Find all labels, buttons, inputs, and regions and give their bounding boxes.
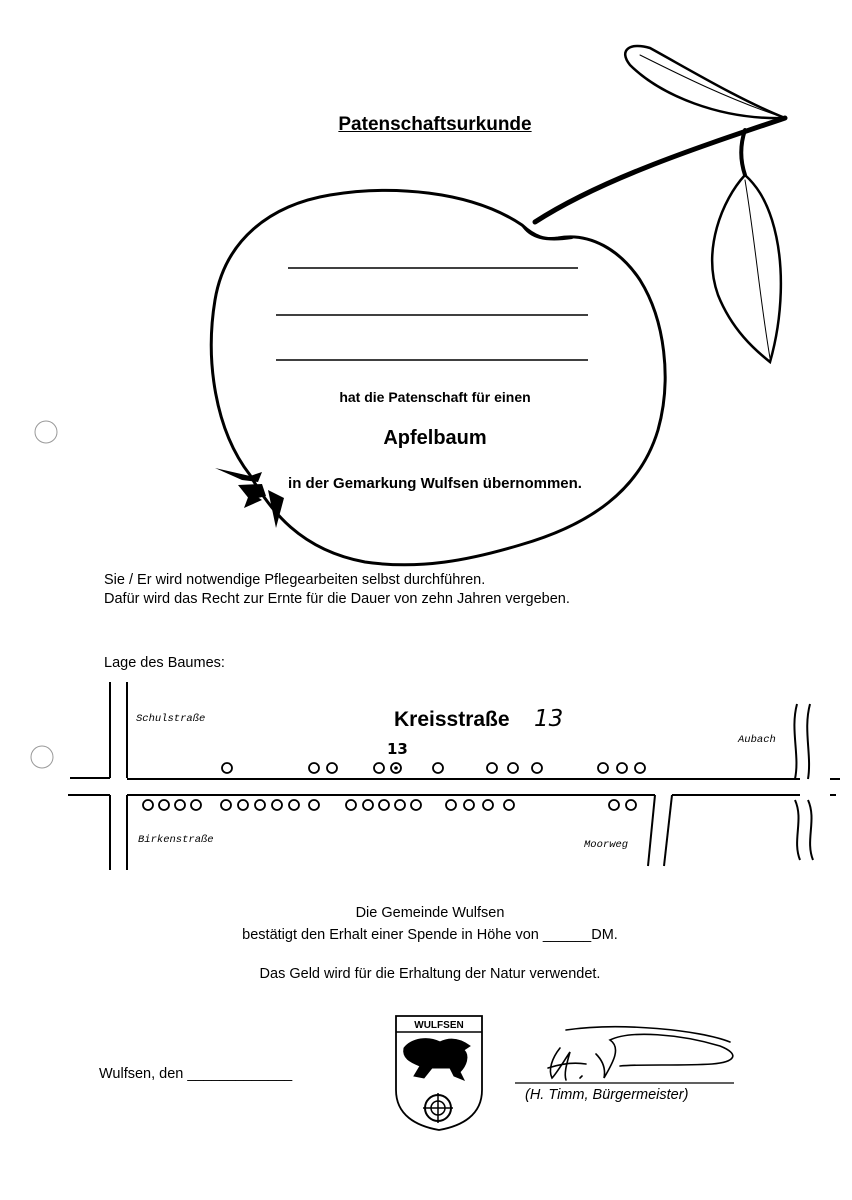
main-road-number: 13 bbox=[534, 706, 564, 732]
conditions-text bbox=[104, 571, 570, 609]
punch-holes bbox=[31, 421, 57, 768]
creek-label-aubach: Aubach bbox=[738, 734, 776, 746]
street-label-moorweg: Moorweg bbox=[584, 839, 629, 851]
mayor-signature bbox=[548, 1027, 733, 1080]
district-statement: in der Gemarkung Wulfsen übernommen. bbox=[288, 475, 582, 492]
street-label-birkenstrasse: Birkenstraße bbox=[138, 834, 214, 846]
name-fill-lines bbox=[276, 268, 588, 360]
sponsorship-statement: hat die Patenschaft für einen bbox=[339, 389, 531, 405]
map-heading: Lage des Baumes: bbox=[104, 655, 225, 671]
tree-marker-label: 13 bbox=[387, 740, 408, 758]
main-road-label: Kreisstraße bbox=[394, 708, 510, 731]
place-date-field: Wulfsen, den _____________ bbox=[99, 1066, 293, 1082]
sponsored-tree-marker bbox=[394, 766, 398, 770]
map-trees-top-row bbox=[222, 763, 645, 773]
signatory-name: (H. Timm, Bürgermeister) bbox=[525, 1087, 689, 1103]
tree-type: Apfelbaum bbox=[383, 427, 487, 449]
donation-confirmation: bestätigt den Erhalt einer Spende in Höhe von ______DM. bbox=[242, 927, 618, 943]
conditions-line-2: Dafür wird das Recht zur Ernte für die Dauer von zehn Jahren vergeben. bbox=[104, 591, 570, 607]
municipality-name: Die Gemeinde Wulfsen bbox=[355, 905, 505, 921]
crest-label: WULFSEN bbox=[414, 1020, 464, 1031]
map-trees-bottom-row bbox=[143, 800, 636, 810]
conditions-line-1: Sie / Er wird notwendige Pflegearbeiten selbst durchführen. bbox=[104, 572, 486, 588]
municipal-crest bbox=[396, 1016, 482, 1130]
street-label-schulstrasse: Schulstraße bbox=[136, 713, 206, 725]
donation-purpose: Das Geld wird für die Erhaltung der Natur verwendet. bbox=[259, 966, 601, 982]
document-title: Patenschaftsurkunde bbox=[338, 114, 532, 135]
